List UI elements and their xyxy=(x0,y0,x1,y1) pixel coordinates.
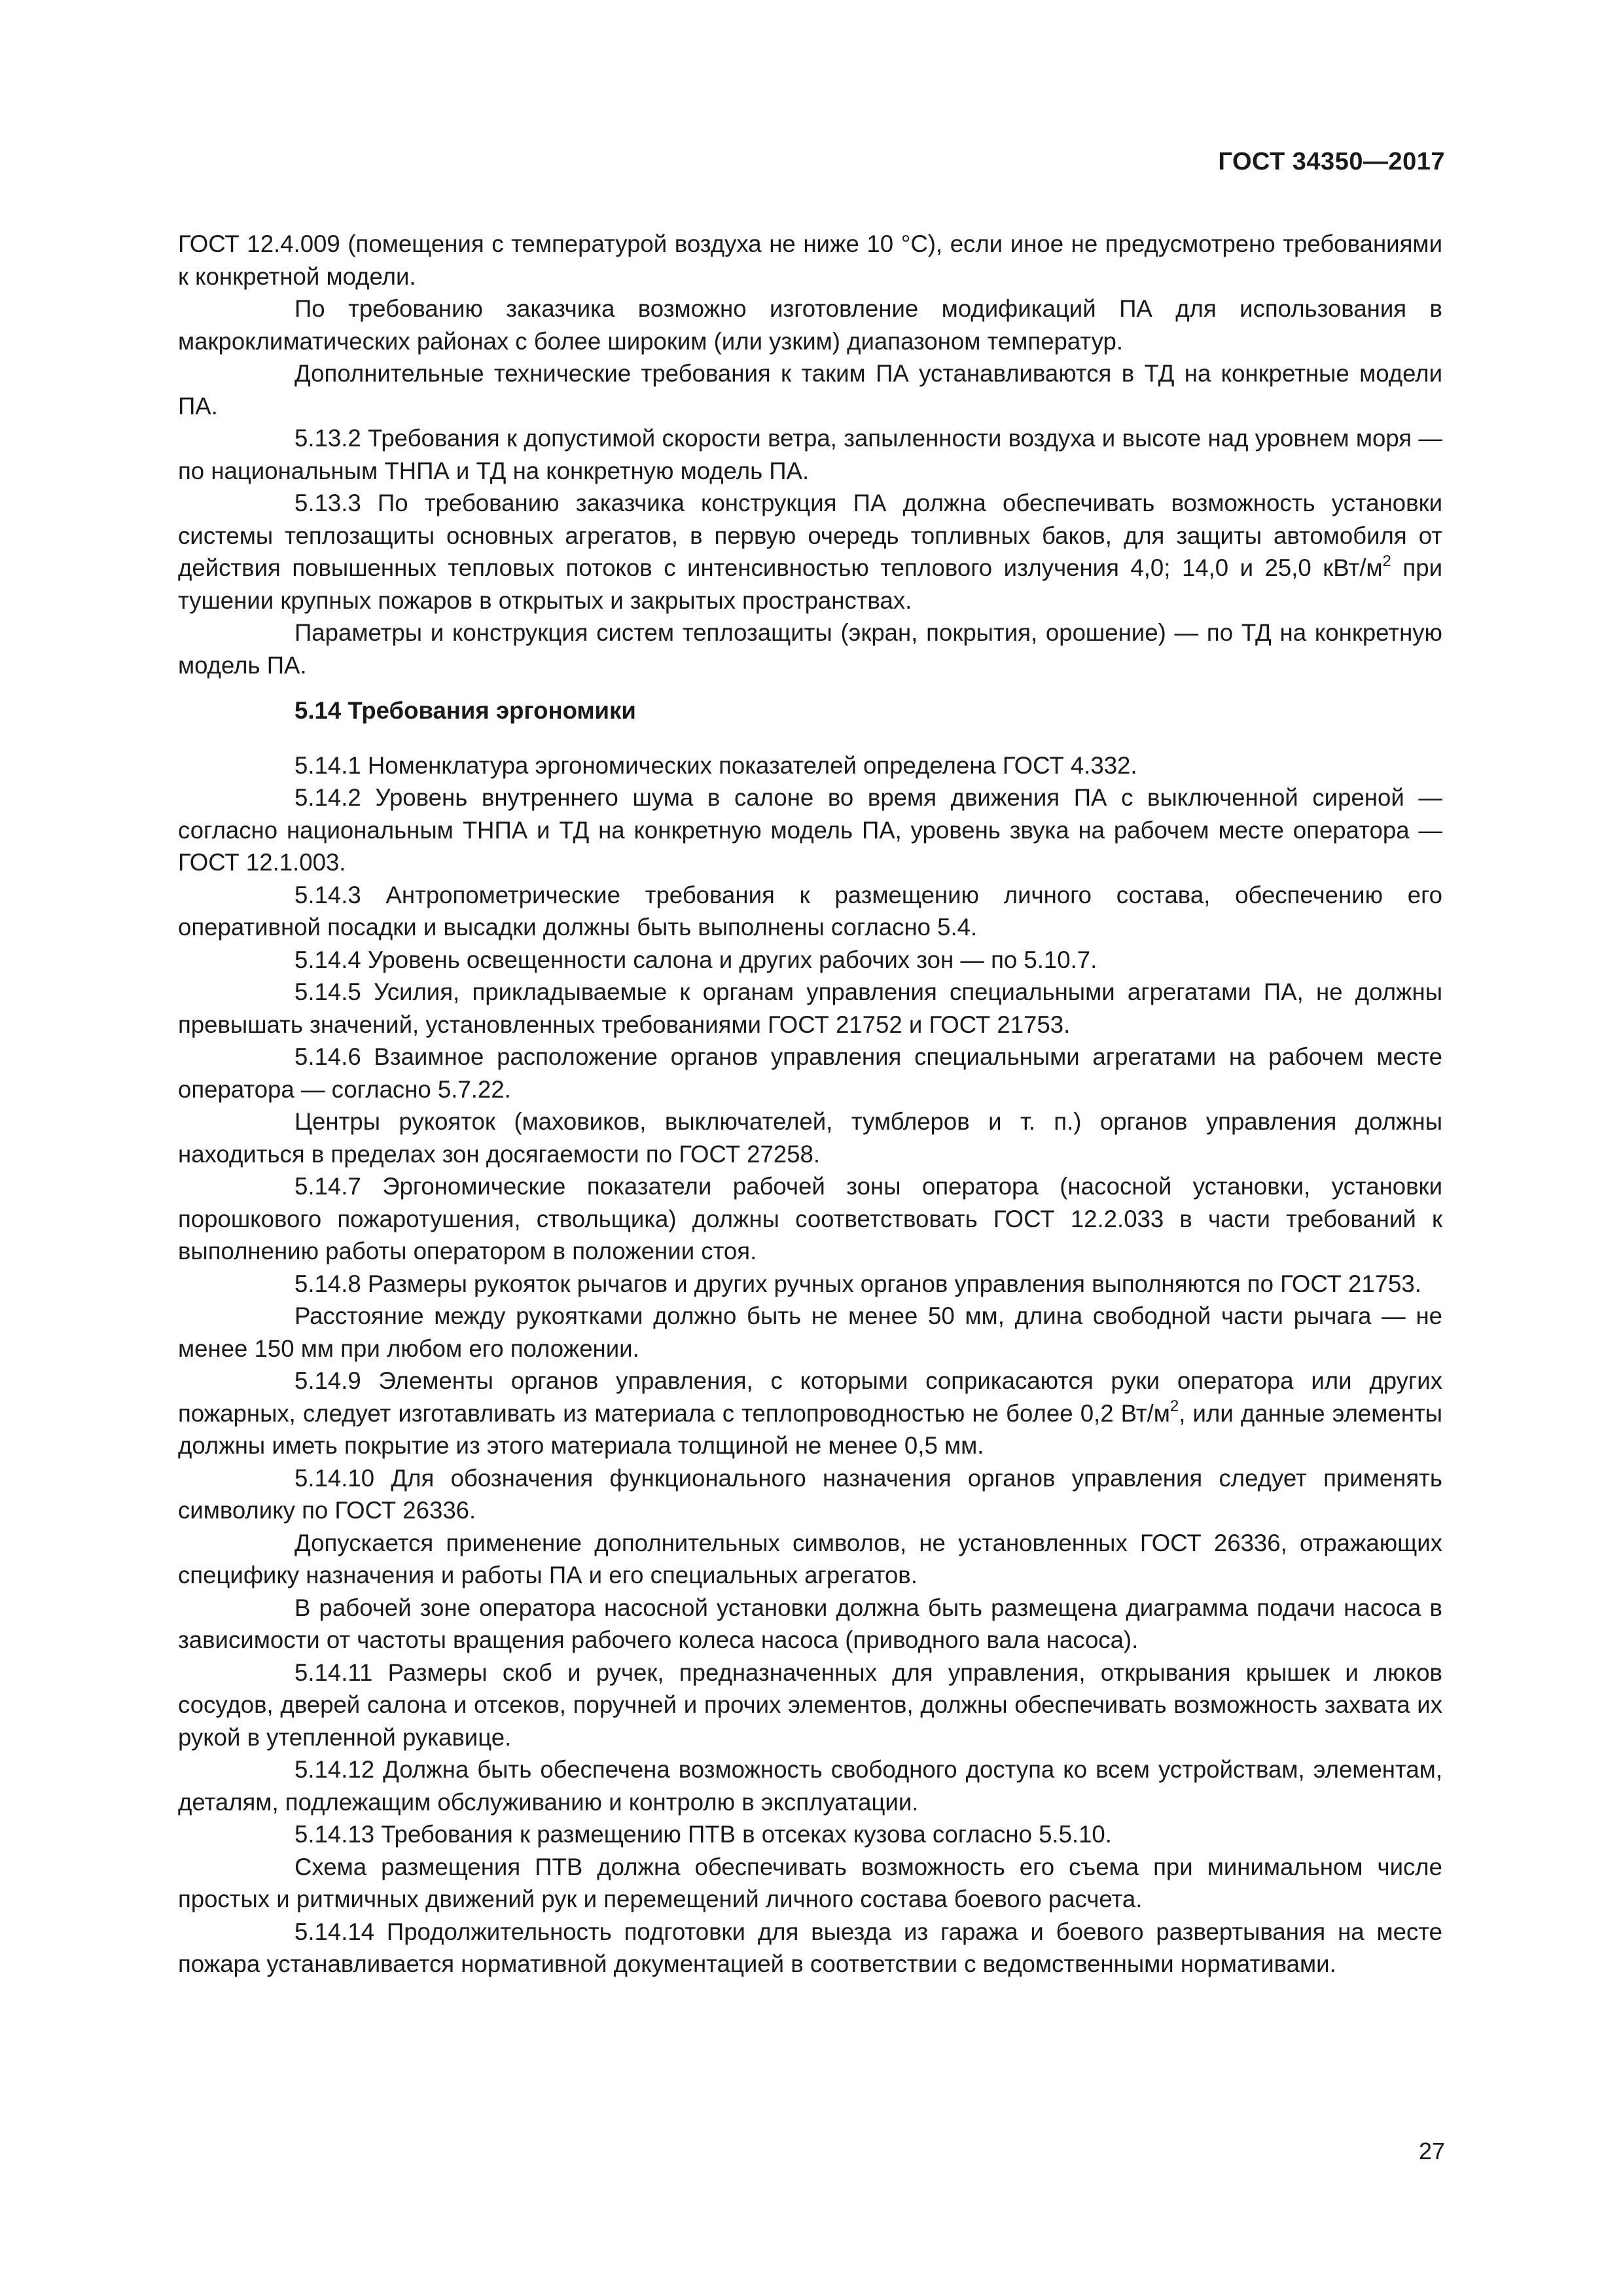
paragraph: 5.14.10 Для обозначения функционального назначения органов управления следует применять символику по ГОСТ 26336. xyxy=(178,1464,1442,1524)
paragraph: Центры рукояток (маховиков, выключателей, тумблеров и т. п.) органов управления должны находиться в пределах зон досягаемости по ГОСТ 27258. xyxy=(178,1108,1442,1168)
paragraph: 5.14.6 Взаимное расположение органов управления специальными агрегатами на рабочем месте оператора — согласно 5.7.22. xyxy=(178,1043,1442,1103)
paragraph: 5.14.13 Требования к размещению ПТВ в отсеках кузова согласно 5.5.10. xyxy=(294,1821,1112,1848)
paragraph-5-13-3 xyxy=(178,487,1442,617)
paragraph: Дополнительные технические требования к таким ПА устанавливаются в ТД на конкретные модели ПА. xyxy=(178,360,1442,420)
paragraph: 5.14.7 Эргономические показатели рабочей зоны оператора (насосной установки, установки порошкового пожаротушения, ствольщика) должны соответствовать ГОСТ 12.2.033 в части требований к выполнению работы оператором в положении стоя. xyxy=(178,1173,1442,1265)
paragraph: Расстояние между рукоятками должно быть не менее 50 мм, длина свободной части рычага — не менее 150 мм при любом его положении. xyxy=(178,1302,1442,1362)
section-title: 5.14 Требования эргономики xyxy=(294,697,636,724)
paragraph: 5.14.2 Уровень внутреннего шума в салоне во время движения ПА с выключенной сиреной — согласно национальным ТНПА и ТД на конкретную модель ПА, уровень звука на рабочем месте оператора — ГОСТ 12.1.003. xyxy=(178,784,1442,876)
paragraph: 5.14.3 Антропометрические требования к размещению личного состава, обеспечению его оперативной посадки и высадки должны быть выполнены согласно 5.4. xyxy=(178,881,1442,941)
paragraph: Допускается применение дополнительных символов, не установленных ГОСТ 26336, отражающих специфику назначения и работы ПА и его специальных агрегатов. xyxy=(178,1529,1442,1588)
paragraph: 5.14.11 Размеры скоб и ручек, предназначенных для управления, открывания крышек и люков сосудов, дверей салона и отсеков, поручней и прочих элементов, должны обеспечивать возможность захвата их рукой в утепленной рукавице. xyxy=(178,1659,1442,1751)
paragraph: 5.14.1 Номенклатура эргономических показателей определена ГОСТ 4.332. xyxy=(294,751,1137,779)
paragraph: 5.13.2 Требования к допустимой скорости ветра, запыленности воздуха и высоте над уровнем моря — по национальным ТНПА и ТД на конкретную модель ПА. xyxy=(178,425,1442,484)
paragraph-5-14-9 xyxy=(178,1365,1442,1462)
page-number: 27 xyxy=(1418,2138,1445,2164)
paragraph: 5.14.12 Должна быть обеспечена возможность свободного доступа ко всем устройствам, элементам, деталям, подлежащим обслуживанию и контролю в эксплуатации. xyxy=(178,1756,1442,1816)
paragraph: В рабочей зоне оператора насосной установки должна быть размещена диаграмма подачи насоса в зависимости от частоты вращения рабочего колеса насоса (приводного вала насоса). xyxy=(178,1594,1442,1653)
paragraph-text: , или данные элементы должны иметь покрытие из этого материала толщиной не менее 0,5 мм. xyxy=(178,1399,1442,1459)
superscript: 2 xyxy=(1169,1397,1179,1416)
paragraph: Параметры и конструкция систем теплозащиты (экран, покрытия, орошение) — по ТД на конкретную модель ПА. xyxy=(178,619,1442,679)
paragraph: 5.14.14 Продолжительность подготовки для выезда из гаража и боевого развертывания на месте пожара устанавливается нормативной документацией в соответствии с ведомственными нормативами. xyxy=(178,1918,1442,1977)
superscript: 2 xyxy=(1382,552,1391,570)
paragraph-text: 5.14.9 Элементы органов управления, с которыми соприкасаются руки оператора или других пожарных, следует изготавливать из материала с теплопроводностью не более 0,2 Вт/м xyxy=(178,1367,1442,1427)
paragraph-text: при тушении крупных пожаров в открытых и закрытых пространствах. xyxy=(178,554,1442,614)
document-body xyxy=(178,228,1442,1981)
paragraph: 5.14.8 Размеры рукояток рычагов и других ручных органов управления выполняются по ГОСТ 21753. xyxy=(294,1270,1421,1297)
paragraph-text: 5.13.3 По требованию заказчика конструкция ПА должна обеспечивать возможность установки системы теплозащиты основных агрегатов, в первую очередь топливных баков, для защиты автомобиля от действия повышенных тепловых потоков с интенсивностью теплового излучения 4,0; 14,0 и 25,0 кВт/м xyxy=(178,490,1442,581)
paragraph: По требованию заказчика возможно изготовление модификаций ПА для использования в макроклиматических районах с более широким (или узким) диапазоном температур. xyxy=(178,295,1442,355)
paragraph: Схема размещения ПТВ должна обеспечивать возможность его съема при минимальном числе простых и ритмичных движений рук и перемещений личного состава боевого расчета. xyxy=(178,1853,1442,1912)
paragraph: ГОСТ 12.4.009 (помещения с температурой воздуха не ниже 10 °С), если иное не предусмотрено требованиями к конкретной модели. xyxy=(178,230,1442,290)
paragraph: 5.14.4 Уровень освещенности салона и других рабочих зон — по 5.10.7. xyxy=(294,946,1097,973)
doc-header: ГОСТ 34350—2017 xyxy=(1218,148,1445,175)
paragraph: 5.14.5 Усилия, прикладываемые к органам управления специальными агрегатами ПА, не должны превышать значений, установленных требованиями ГОСТ 21752 и ГОСТ 21753. xyxy=(178,978,1442,1038)
